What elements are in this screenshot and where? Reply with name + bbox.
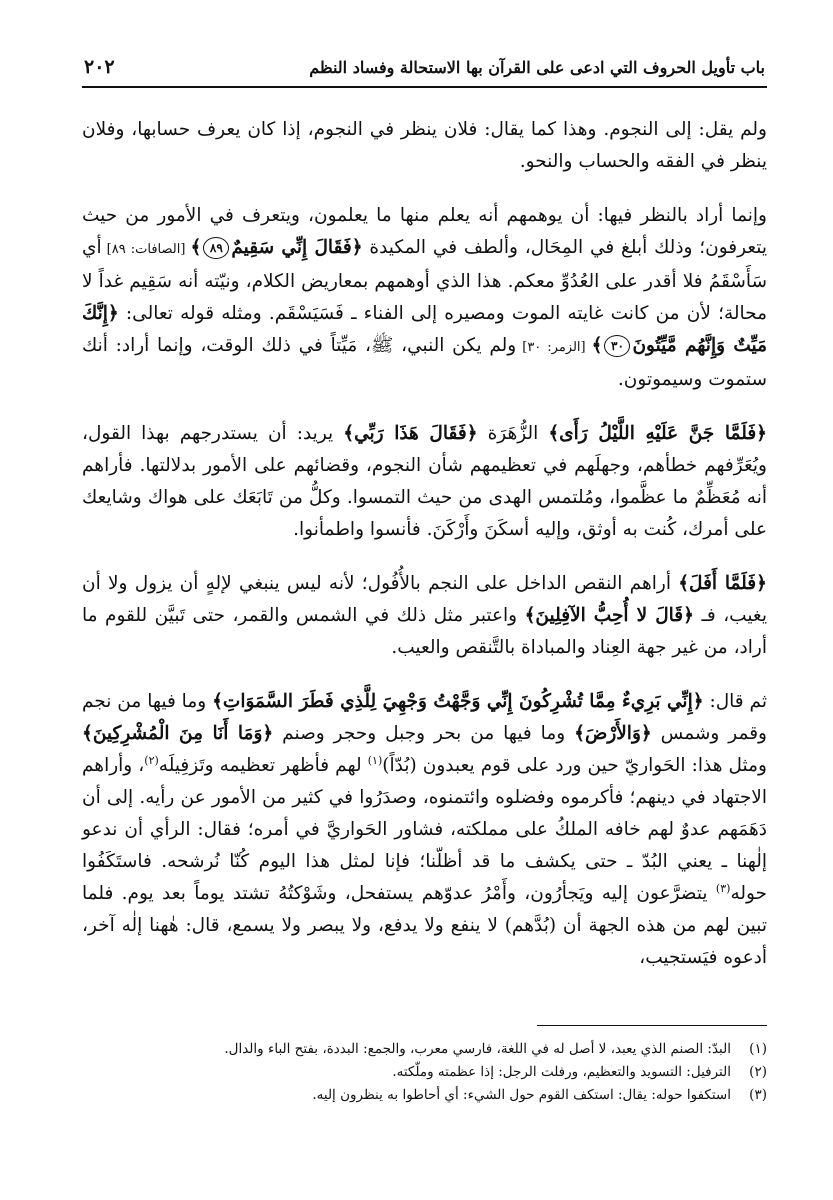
main-text (82, 114, 767, 974)
surah-reference: [الصافات: ٨٩] (101, 242, 191, 257)
footnote-marker: (٢) (144, 753, 159, 767)
quran-quote: ﴾ (591, 335, 603, 356)
quran-quote: ﴿وَمَا أَنَا مِنَ الْمُشْرِكِينَ﴾ (82, 723, 274, 744)
chapter-title: باب تأويل الحروف التي ادعى على القرآن بها الاستحالة وفساد النظم (309, 57, 765, 77)
paragraph (82, 568, 767, 664)
footnote-number: (١) (749, 1041, 767, 1057)
quran-quote: ﴿فَلَمَّا جَنَّ عَلَيْهِ اللَّيْلُ رَأَى﴾ (548, 423, 768, 444)
text-run: ثم قال: (703, 691, 767, 712)
text-run: ومثل هذا: الحَواريّ حين ورد على قوم يعبدون (بُدّاً) (382, 755, 767, 776)
footnote-divider (537, 1025, 767, 1026)
text-run: ولم يكن النبي، ﷺ، مَيِّتاً في ذلك الوقت، وإنما أراد: أنك ستموت وسيموتون. (82, 335, 767, 390)
footnote (82, 1084, 767, 1107)
quran-quote: ﴿قَالَ لا أُحِبُّ الآفِلِينَ﴾ (524, 605, 694, 626)
footnote-marker: (٣) (715, 881, 731, 895)
quran-quote: ﴿إِنَّكَ مَيِّتٌ وَإِنَّهُم مَّيِّتُونَ (82, 303, 767, 356)
text-run: يتضرَّعون إليه ويَجأرُون، وأَمْرُ عدوّهم يستفحل، وشَوْكتُهُ تشتد يوماً بعد يوم. فلما تبين لهم من هذه الجهة أن (بُدَّهم) لا ينفع ولا يدفع، ولا يبصر ولا يسمع، قال: هٰهنا إلٰه آخر، أدعوه فيَستجيب، (82, 883, 767, 968)
footnote-text: استكفوا حوله: يقال: استكف القوم حول الشيء: أي أحاطوا به ينظرون إليه. (312, 1087, 731, 1103)
running-header (82, 52, 767, 88)
quran-quote: ﴿إِنِّي بَرِيءٌ مِمَّا تُشْرِكُونَ إِنِّي وَجَّهْتُ وَجْهِيَ لِلَّذِي فَطَرَ السَّمَوَاتِ﴾ (212, 691, 704, 712)
quran-quote: ﴿فَقَالَ إِنِّي سَقِيمٌ (231, 237, 363, 258)
footnote-marker: (١) (367, 753, 383, 767)
quran-quote: ﴾ (190, 237, 202, 258)
paragraph (82, 686, 767, 974)
text-run: واعتبر مثل ذلك في الشمس والقمر، حتى تَبيَّن للقوم ما أراد، من غير جهة العِناد والمباداة بالتَّنقص والعيب. (82, 605, 767, 658)
surah-reference: [الزمر: ٣٠] (516, 340, 592, 355)
quran-quote: ﴿فَلَمَّا أَفَلَ﴾ (678, 573, 767, 594)
ayah-number-marker: ٨٩ (203, 237, 229, 259)
quran-quote: ﴿وَالأَرْضَ﴾ (574, 723, 652, 744)
footnote-text: الترفيل: التسويد والتعظيم، ورفلت الرجل: إذا عظمته وملّكته. (392, 1064, 731, 1080)
paragraph (82, 114, 767, 178)
text-run: وما فيها من نجم وقمر وشمس (82, 691, 767, 744)
paragraph (82, 418, 767, 546)
footnotes-section (82, 1015, 767, 1107)
footnote-list (82, 1038, 767, 1107)
text-run: لهم فأظهر تعظيمه وتَزفِيلَه (158, 755, 368, 776)
text-run: ، وأراهم الاجتهاد في دينهم؛ فأكرموه وفضلوه وائتمنوه، وصدَرُوا في كثير من الأمور عن رأيه. إلى أن دَهَمَهم عدوٌ لهم خافه الملكُ على مملكته، فشاور الحَواريَّ في أمره؛ فقال: الرأي أن ندعو إلٰهنا ـ يعني البُدّ ـ حتى يكشف ما قد أظلّنا؛ فإنا لمثل هذا اليوم كُنّا نُرشحه. فاستَكَفُوا حوله (82, 755, 767, 904)
book-page (82, 52, 767, 1162)
quran-quote: ﴿فَقَالَ هَذَا رَبِّي﴾ (343, 423, 478, 444)
text-run: أي سَأَسْقَمُ فلا أقدر على العُدُوِّ معكم. هذا الذي أوهمهم بمعاريض الكلام، ونيّته أنه سَقِيم غداً لا محالة؛ لأن من كانت غايته الموت ومصيره إلى الفناء ـ فَسَيَسْقَم. ومثله قوله تعالى: (82, 237, 767, 324)
page-number: ٢٠٢ (84, 56, 115, 78)
text-run: أراهم النقص الداخل على النجم بالأُفُول؛ لأنه ليس ينبغي لإلهٍ أن يزول ولا أن يغيب، فـ (82, 573, 767, 626)
footnote-number: (٣) (749, 1087, 767, 1103)
footnote-number: (٢) (749, 1064, 767, 1080)
text-run: يريد: أن يستدرجهم بهذا القول، ويُعَرِّفهم خطأهم، وجهلَهم في تعظيمهم شأن النجوم، وقضائهم على الأمور بدلالتها. فأراهم أنه مُعَظِّمٌ ما عظَّموا، ومُلتمس الهدى من حيث التمسوا. وكلُّ من تَابَعَك على هواك وشايعك على أمرك، كُنت به أوثق، وإليه أسكَنَ وأَرْكَنَ. فأنسوا واطمأنوا. (82, 423, 767, 540)
footnote (82, 1061, 767, 1084)
text-run: الزُّهَرَة (477, 423, 549, 444)
ayah-number-marker: ٣٠ (604, 335, 630, 357)
text-run: وما فيها من بحر وجبل وحجر وصنم (273, 723, 575, 744)
footnote (82, 1038, 767, 1061)
text-run: وإنما أراد بالنظر فيها: أن يوهمهم أنه يعلم منها ما يعلمون، ويتعرف في الأمور من حيث يتعرفون؛ وذلك أبلغ في المِحَال، وألطف في المكيدة (82, 205, 768, 258)
paragraph (82, 200, 767, 396)
footnote-text: البدّ: الصنم الذي يعبد، لا أصل له في اللغة، فارسي معرب، والجمع: البددة، بفتح الباء والدال. (224, 1041, 731, 1057)
text-run: ولم يقل: إلى النجوم. وهذا كما يقال: فلان ينظر في النجوم، إذا كان يعرف حسابها، وفلان ينظر في الفقه والحساب والنحو. (82, 119, 767, 172)
